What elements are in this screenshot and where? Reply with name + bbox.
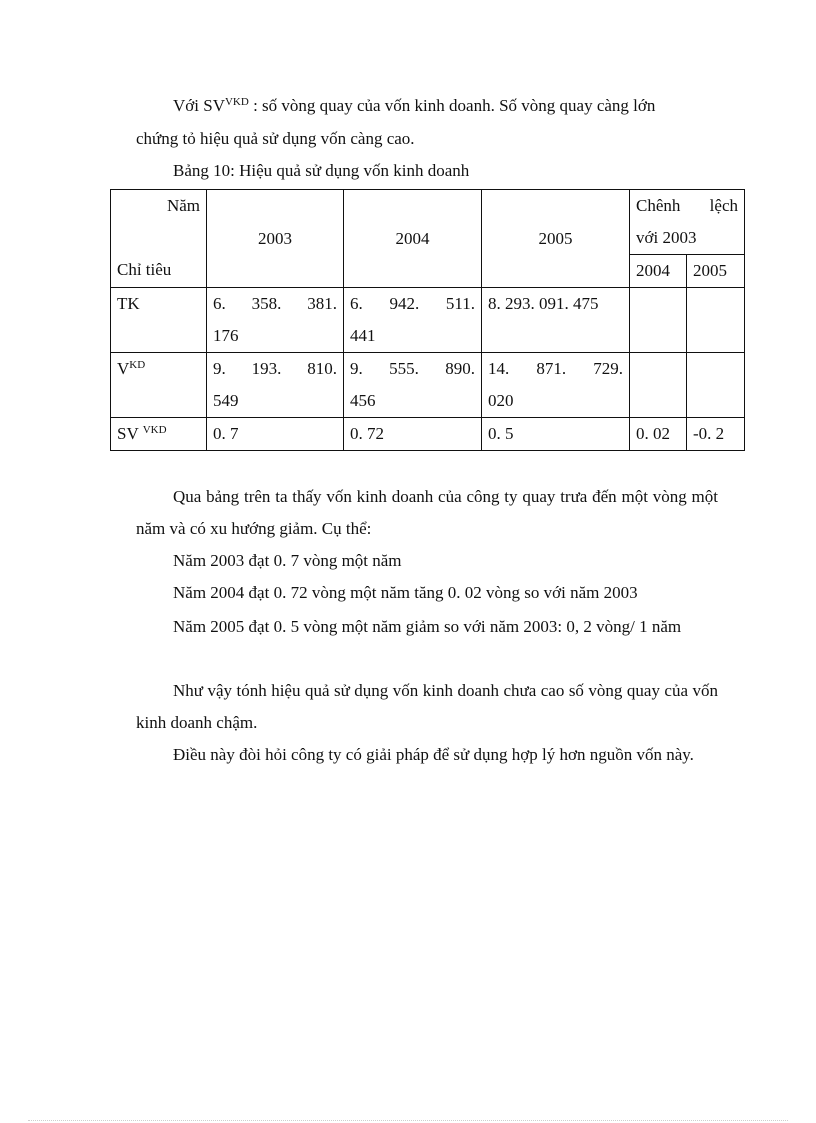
conclusion-paragraph: Như vậy tónh hiệu quả sử dụng vốn kinh doanh chưa cao số vòng quay của vốn kinh doanh chậm.	[136, 681, 718, 732]
table-row-tk	[111, 288, 745, 353]
row-label	[111, 418, 207, 451]
header-diff	[630, 190, 745, 255]
cell-2005-line1: 14. 871. 729.	[488, 359, 623, 378]
cell-diff-2005	[687, 353, 745, 418]
table-row-svkd	[111, 418, 745, 451]
header-diff-2005: 2005	[687, 255, 745, 288]
row-label-sup: KD	[129, 359, 146, 371]
intro-paragraph	[136, 90, 718, 122]
cell-2004-line2: 456	[350, 391, 376, 410]
header-year-2004: 2004	[344, 190, 482, 288]
cell-2004	[344, 353, 482, 418]
corner-spacer	[117, 222, 200, 254]
cell-diff-2005: -0. 2	[687, 418, 745, 451]
analysis-2003: Năm 2003 đạt 0. 7 vòng một năm	[173, 551, 402, 570]
cell-diff-2004: 0. 02	[630, 418, 687, 451]
cell-diff-2004	[630, 353, 687, 418]
header-diff-line2: với 2003	[636, 228, 697, 247]
cell-2003-line2: 549	[213, 391, 239, 410]
header-year-2005: 2005	[482, 190, 630, 288]
cell-2005-line1: 8. 293. 091. 475	[488, 294, 599, 313]
cell-2004	[344, 418, 482, 451]
cell-2003-line2: 176	[213, 326, 239, 345]
corner-indicator-label: Chỉ tiêu	[117, 260, 172, 279]
table-row-vkd	[111, 353, 745, 418]
cell-2003-value: 0. 7	[213, 424, 239, 443]
cell-2004-line2: 441	[350, 326, 376, 345]
cell-2004-line1: 9. 555. 890.	[350, 359, 475, 378]
analysis-2005: Năm 2005 đạt 0. 5 vòng một năm giảm so với năm 2003: 0, 2 vòng/ 1 năm	[173, 617, 682, 636]
cell-2004	[344, 288, 482, 353]
row-label	[111, 288, 207, 353]
cell-2004-value: 0. 72	[350, 424, 384, 443]
cell-2003-line1: 6. 358. 381.	[213, 294, 337, 313]
intro-rest: : số vòng quay của vốn kinh doanh. Số vòng quay càng lớn	[248, 96, 656, 115]
intro-prefix: Với SV	[173, 96, 225, 115]
cell-2005-value: 0. 5	[488, 424, 514, 443]
row-label-text: V	[117, 359, 130, 378]
row-label-text: TK	[117, 294, 140, 313]
cell-2003	[207, 353, 344, 418]
page-bottom-divider	[28, 1120, 788, 1121]
header-diff-line1: Chênh lệch	[636, 196, 738, 215]
row-label	[111, 353, 207, 418]
intro-sup: VKD	[224, 96, 249, 108]
solution-paragraph: Điều này đòi hỏi công ty có giải pháp để sử dụng hợp lý hơn nguồn vốn này.	[173, 745, 694, 764]
table-caption: Bảng 10: Hiệu quả sử dụng vốn kinh doanh	[173, 161, 470, 180]
cell-2004-line1: 6. 942. 511.	[350, 294, 475, 313]
corner-cell	[111, 190, 207, 288]
table-header-row	[111, 190, 745, 255]
cell-diff-2005	[687, 288, 745, 353]
corner-year-label: Năm	[166, 196, 200, 215]
row-label-text: SV	[117, 424, 143, 443]
efficiency-table	[110, 189, 745, 451]
intro-line2: chứng tỏ hiệu quả sử dụng vốn càng cao.	[136, 129, 415, 148]
cell-2003	[207, 418, 344, 451]
cell-diff-2004	[630, 288, 687, 353]
header-diff-2004: 2004	[630, 255, 687, 288]
cell-2005-line2: 020	[488, 391, 514, 410]
cell-2005	[482, 288, 630, 353]
analysis-2004: Năm 2004 đạt 0. 72 vòng một năm tăng 0. 02 vòng so với năm 2003	[173, 583, 638, 602]
cell-2003-line1: 9. 193. 810.	[213, 359, 337, 378]
cell-2003	[207, 288, 344, 353]
cell-2005	[482, 418, 630, 451]
analysis-paragraph: Qua bảng trên ta thấy vốn kinh doanh của công ty quay trưa đến một vòng một năm và có xu hướng giảm. Cụ thể:	[136, 487, 718, 538]
row-label-sup: VKD	[142, 424, 167, 436]
header-year-2003: 2003	[207, 190, 344, 288]
cell-2005	[482, 353, 630, 418]
